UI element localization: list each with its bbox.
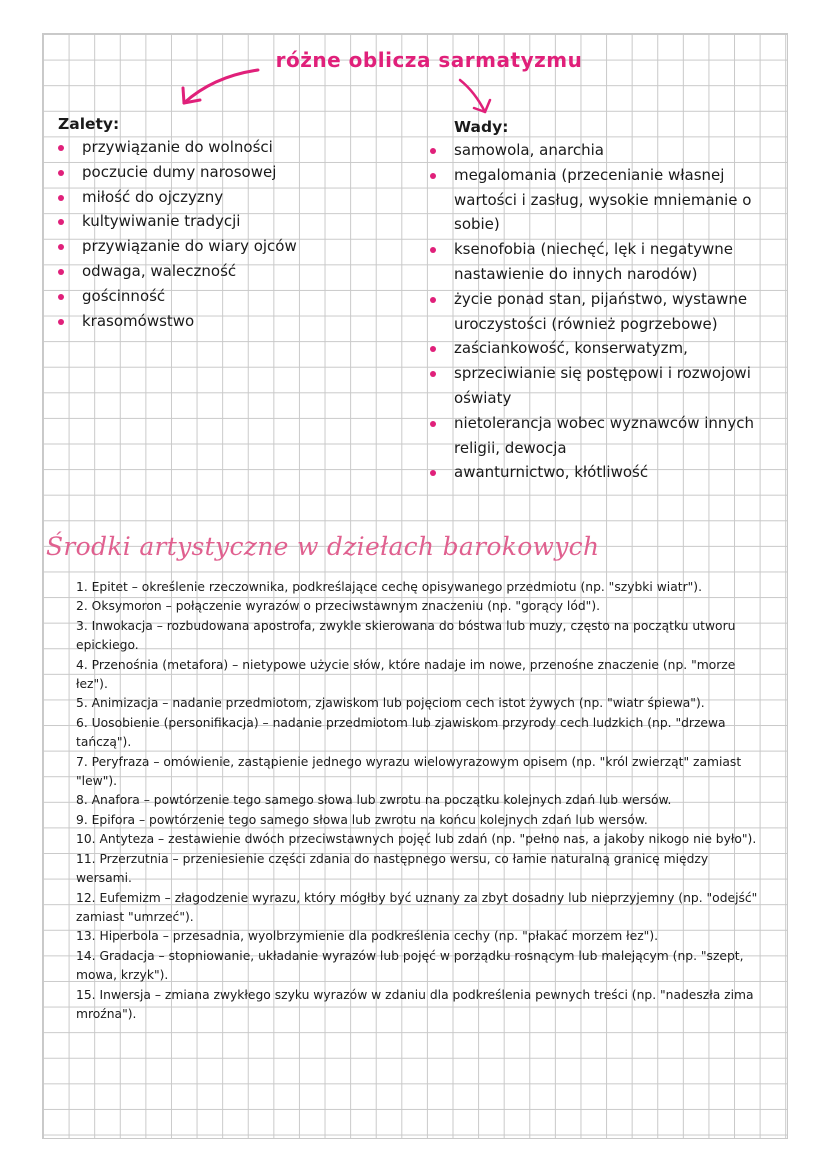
- numbered-item: 2. Oksymoron – połączenie wyrazów o przeciwstawnym znaczeniu (np. "gorący lód").: [76, 599, 601, 614]
- list-item-text: sprzeciwianie się postępowi i rozwojowi oświaty: [454, 364, 751, 407]
- list-item-text: awanturnictwo, kłótliwość: [454, 463, 649, 482]
- bullet-icon: [58, 269, 64, 275]
- numbered-item: 15. Inwersja – zmiana zwykłego szyku wyrazów w zdaniu dla podkreślenia pewnych treści (np. "nadeszła zima mroźna").: [76, 987, 754, 1021]
- list-item: [58, 284, 388, 309]
- list-item: [430, 237, 790, 287]
- list-item: [58, 160, 388, 185]
- numbered-item: 6. Uosobienie (personifikacja) – nadanie przedmiotom lub zjawiskom przyrody cech ludzkich (np. "drzewa tańczą").: [76, 715, 726, 750]
- wady-list: [430, 138, 790, 485]
- list-item-text: życie ponad stan, pijaństwo, wystawne uroczystości (również pogrzebowe): [454, 289, 748, 333]
- numbered-item: 8. Anafora – powtórzenie tego samego słowa lub zwrotu na początku kolejnych zdań lub wersów.: [76, 793, 672, 808]
- arrow-right-icon: [460, 80, 490, 112]
- bullet-icon: [58, 170, 64, 176]
- list-item-text: gościnność: [82, 286, 166, 305]
- list-item: [58, 135, 388, 160]
- list-item-text: nietolerancja wobec wyznawców innych religii, dewocja: [454, 413, 755, 457]
- list-item: [430, 460, 790, 485]
- list-item-text: przywiązanie do wolności: [82, 138, 273, 156]
- numbered-item: 13. Hiperbola – przesadnia, wyolbrzymienie dla podkreślenia cechy (np. "płakać morzem łez").: [76, 929, 659, 944]
- list-item: [430, 411, 790, 461]
- list-item: [430, 138, 790, 163]
- numbered-item: 3. Inwokacja – rozbudowana apostrofa, zwykle skierowana do bóstwa lub muzy, często na początku utworu epickiego.: [76, 618, 736, 653]
- numbered-item: 14. Gradacja – stopniowanie, układanie wyrazów lub pojęć w porządku rosnącym lub malejącym (np. "szept, mowa, krzyk").: [76, 948, 744, 983]
- zalety-list: [58, 135, 388, 333]
- bullet-icon: [58, 145, 64, 151]
- bullet-icon: [430, 346, 436, 352]
- wady-heading: Wady:: [454, 118, 509, 136]
- list-item: [58, 234, 388, 259]
- list-item-text: miłość do ojczyzny: [82, 187, 224, 206]
- srodki-heading: Środki artystyczne w dziełach barokowych: [46, 532, 600, 561]
- wady-section: [430, 118, 790, 485]
- numbered-item: 5. Animizacja – nadanie przedmiotom, zjawiskom lub pojęciom cech istot żywych (np. "wiatr śpiewa").: [76, 696, 705, 711]
- bullet-icon: [430, 247, 436, 253]
- bullet-icon: [430, 421, 436, 427]
- numbered-item: 1. Epitet – określenie rzeczownika, podkreślające cechę opisywanego przedmiotu (np. "szybki wiatr").: [76, 580, 702, 594]
- bullet-icon: [58, 195, 64, 201]
- list-item-text: kultywiwanie tradycji: [82, 212, 241, 231]
- list-item: [58, 309, 388, 334]
- list-item: [430, 336, 790, 361]
- list-item-text: przywiązanie do wiary ojców: [82, 237, 297, 256]
- bullet-icon: [430, 470, 436, 476]
- numbered-item: 11. Przerzutnia – przeniesienie części zdania do następnego wersu, co łamie naturalną granicę między wersami.: [76, 851, 709, 886]
- list-item-text: zaściankowość, konserwatyzm,: [454, 339, 688, 358]
- numbered-item: 7. Peryfraza – omówienie, zastąpienie jednego wyrazu wielowyrazowym opisem (np. "król zwierząt" zamiast "lew").: [76, 754, 742, 789]
- list-item-text: poczucie dumy narosowej: [82, 162, 277, 181]
- bullet-icon: [58, 219, 64, 225]
- list-item: [430, 163, 790, 237]
- arrow-left-icon: [183, 70, 258, 103]
- list-item: [58, 209, 388, 234]
- numbered-item: 9. Epifora – powtórzenie tego samego słowa lub zwrotu na końcu kolejnych zdań lub wersów.: [76, 812, 648, 827]
- list-item-text: odwaga, waleczność: [82, 261, 237, 280]
- numbered-item: 4. Przenośnia (metafora) – nietypowe użycie słów, które nadaje im nowe, przenośne znaczenie (np. "morze łez").: [76, 657, 736, 692]
- bullet-icon: [430, 173, 436, 179]
- list-item: [58, 185, 388, 210]
- bullet-icon: [58, 294, 64, 300]
- bullet-icon: [430, 371, 436, 377]
- zalety-heading: Zalety:: [58, 115, 120, 133]
- list-item-text: samowola, anarchia: [454, 141, 604, 159]
- bullet-icon: [430, 148, 436, 154]
- list-item: [430, 287, 790, 337]
- numbered-item: 12. Eufemizm – złagodzenie wyrazu, który mógłby być uznany za zbyt dosadny lub nieprzyjemny (np. "odejść" zamiast "umrzeć").: [76, 890, 758, 924]
- zalety-section: [58, 115, 388, 333]
- bullet-icon: [58, 244, 64, 250]
- srodki-list: [76, 578, 766, 1024]
- list-item-text: ksenofobia (niechęć, lęk i negatywne nastawienie do innych narodów): [454, 240, 734, 283]
- list-item-text: megalomania (przecenianie własnej wartości i zasług, wysokie mniemanie o sobie): [454, 165, 752, 234]
- page-title: różne oblicza sarmatyzmu: [275, 48, 583, 72]
- bullet-icon: [58, 319, 64, 325]
- list-item-text: krasomówstwo: [82, 311, 195, 330]
- numbered-item: 10. Antyteza – zestawienie dwóch przeciwstawnych pojęć lub zdań (np. "pełno nas, a jakoby nikogo nie było").: [76, 832, 757, 847]
- bullet-icon: [430, 297, 436, 303]
- list-item: [58, 259, 388, 284]
- list-item: [430, 361, 790, 411]
